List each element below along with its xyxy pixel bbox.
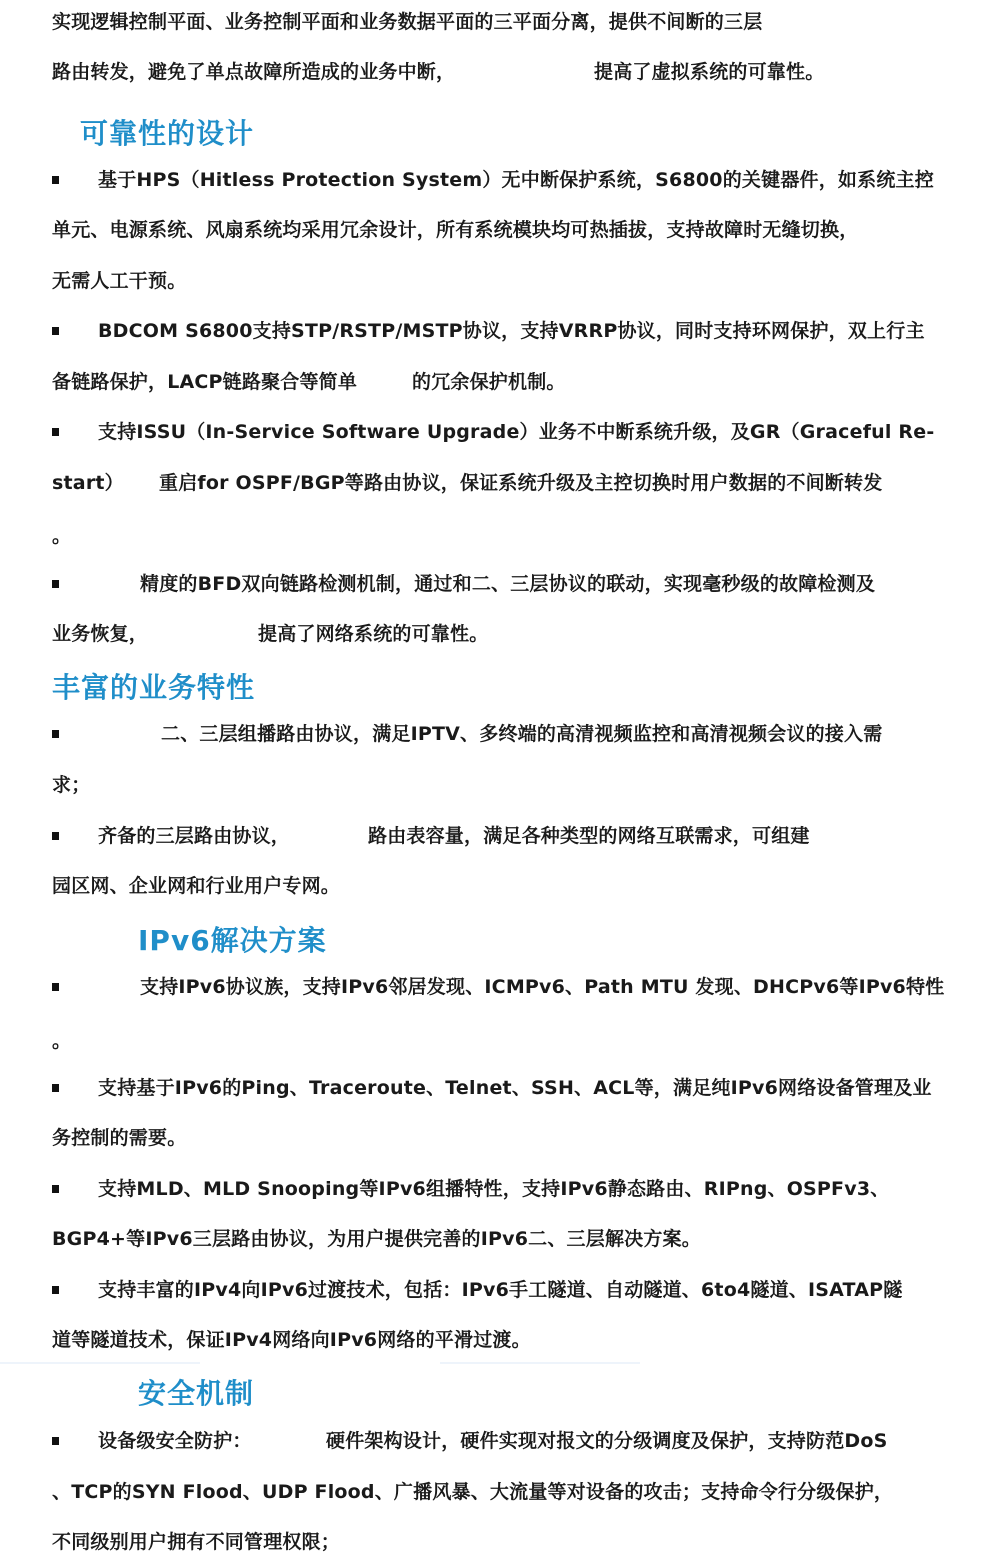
list-item-continuation — [0, 516, 990, 556]
intro-text: 路由转发，避免了单点故障所造成的业务中断， — [52, 61, 456, 83]
list-item-continuation — [0, 1219, 990, 1259]
list-item-text: 业务恢复， — [52, 623, 149, 645]
list-item-continuation — [0, 866, 990, 906]
bullet-icon — [52, 1437, 59, 1445]
list-item — [0, 714, 990, 754]
bullet-icon — [52, 1185, 59, 1193]
list-item-text: 求； — [52, 774, 91, 796]
list-item — [0, 967, 990, 1007]
list-item — [0, 564, 990, 604]
list-item-continuation — [0, 765, 990, 805]
list-item-text: 道等隧道技术，保证IPv4网络向IPv6网络的平滑过渡。 — [52, 1329, 531, 1351]
list-item-continuation — [0, 1522, 990, 1562]
list-item-continuation — [0, 614, 990, 654]
list-item-text: 务控制的需要。 — [52, 1127, 187, 1149]
list-item — [0, 816, 990, 856]
intro-line — [0, 52, 990, 92]
list-item-text: 支持基于IPv6的Ping、Traceroute、Telnet、SSH、ACL等，满足纯IPv6网络设备管理及业 — [98, 1077, 932, 1099]
list-item — [0, 412, 990, 452]
list-item-continuation — [0, 1118, 990, 1158]
list-item-text: 备链路保护，LACP链路聚合等简单 — [52, 371, 358, 393]
list-item-text: 支持MLD、MLD Snooping等IPv6组播特性，支持IPv6静态路由、RIPng、OSPFv3、 — [98, 1178, 890, 1200]
list-item-continuation — [0, 261, 990, 301]
bullet-icon — [52, 730, 59, 738]
list-item-continuation — [0, 1472, 990, 1512]
list-item-text: 支持丰富的IPv4向IPv6过渡技术，包括：IPv6手工隧道、自动隧道、6to4隧道、ISATAP隧 — [98, 1279, 903, 1301]
bullet-icon — [52, 983, 59, 991]
list-item-text: 精度的BFD双向链路检测机制，通过和二、三层协议的联动，实现毫秒级的故障检测及 — [140, 573, 876, 595]
list-item-text: BGP4+等IPv6三层路由协议，为用户提供完善的IPv6二、三层解决方案。 — [52, 1228, 701, 1250]
list-item-text: start） — [52, 472, 124, 494]
list-item-text: 。 — [52, 525, 72, 547]
bullet-icon — [52, 580, 59, 588]
bullet-icon — [52, 1286, 59, 1294]
section-heading-ipv6: IPv6解决方案 — [138, 924, 327, 957]
intro-text: 提高了虚拟系统的可靠性。 — [594, 61, 825, 83]
list-item — [0, 160, 990, 200]
bullet-icon — [52, 832, 59, 840]
list-item-text: 齐备的三层路由协议， — [98, 825, 291, 847]
list-item-continuation — [0, 210, 990, 250]
section-heading-security: 安全机制 — [138, 1377, 255, 1410]
list-item-text: 支持ISSU（In-Service Software Upgrade）业务不中断系统升级，及GR（Graceful Re- — [98, 421, 935, 443]
list-item — [0, 311, 990, 351]
list-item-text: 支持IPv6协议族，支持IPv6邻居发现、ICMPv6、Path MTU 发现、DHCPv6等IPv6特性 — [140, 976, 945, 998]
bullet-icon — [52, 327, 59, 335]
list-item-text: 二、三层组播路由协议，满足IPTV、多终端的高清视频监控和高清视频会议的接入需 — [161, 723, 883, 745]
list-item-continuation — [0, 1021, 990, 1061]
list-item-continuation — [0, 362, 990, 402]
list-item-continuation — [0, 463, 990, 503]
list-item-text: 无需人工干预。 — [52, 270, 187, 292]
list-item — [0, 1169, 990, 1209]
list-item — [0, 1421, 990, 1461]
list-item-text: 单元、电源系统、风扇系统均采用冗余设计，所有系统模块均可热插拔，支持故障时无缝切换， — [52, 219, 859, 241]
list-item-text: 园区网、企业网和行业用户专网。 — [52, 875, 341, 897]
list-item-text: 、TCP的SYN Flood、UDP Flood、广播风暴、大流量等对设备的攻击；支持命令行分级保护， — [52, 1481, 894, 1503]
list-item — [0, 1068, 990, 1108]
section-heading-services: 丰富的业务特性 — [52, 671, 256, 704]
bullet-icon — [52, 176, 59, 184]
list-item-text: 基于HPS（Hitless Protection System）无中断保护系统，S6800的关键器件，如系统主控 — [98, 169, 934, 191]
divider — [440, 1362, 640, 1364]
intro-text: 实现逻辑控制平面、业务控制平面和业务数据平面的三平面分离，提供不间断的三层 — [52, 11, 763, 33]
list-item — [0, 1270, 990, 1310]
divider — [0, 1362, 200, 1364]
list-item-text: 硬件架构设计，硬件实现对报文的分级调度及保护，支持防范DoS — [326, 1430, 888, 1452]
section-heading-reliability: 可靠性的设计 — [80, 117, 255, 150]
list-item-text: 。 — [52, 1030, 72, 1052]
list-item-text: 设备级安全防护： — [98, 1430, 252, 1452]
list-item-text: 路由表容量，满足各种类型的网络互联需求，可组建 — [368, 825, 810, 847]
list-item-continuation — [0, 1320, 990, 1360]
bullet-icon — [52, 428, 59, 436]
list-item-text: 的冗余保护机制。 — [412, 371, 566, 393]
list-item-text: 不同级别用户拥有不同管理权限； — [52, 1531, 341, 1553]
list-item-text: 提高了网络系统的可靠性。 — [258, 623, 489, 645]
bullet-icon — [52, 1084, 59, 1092]
intro-line — [0, 2, 990, 42]
list-item-text: BDCOM S6800支持STP/RSTP/MSTP协议，支持VRRP协议，同时支持环网保护，双上行主 — [98, 320, 925, 342]
list-item-text: 重启for OSPF/BGP等路由协议，保证系统升级及主控切换时用户数据的不间断转发 — [159, 472, 883, 494]
